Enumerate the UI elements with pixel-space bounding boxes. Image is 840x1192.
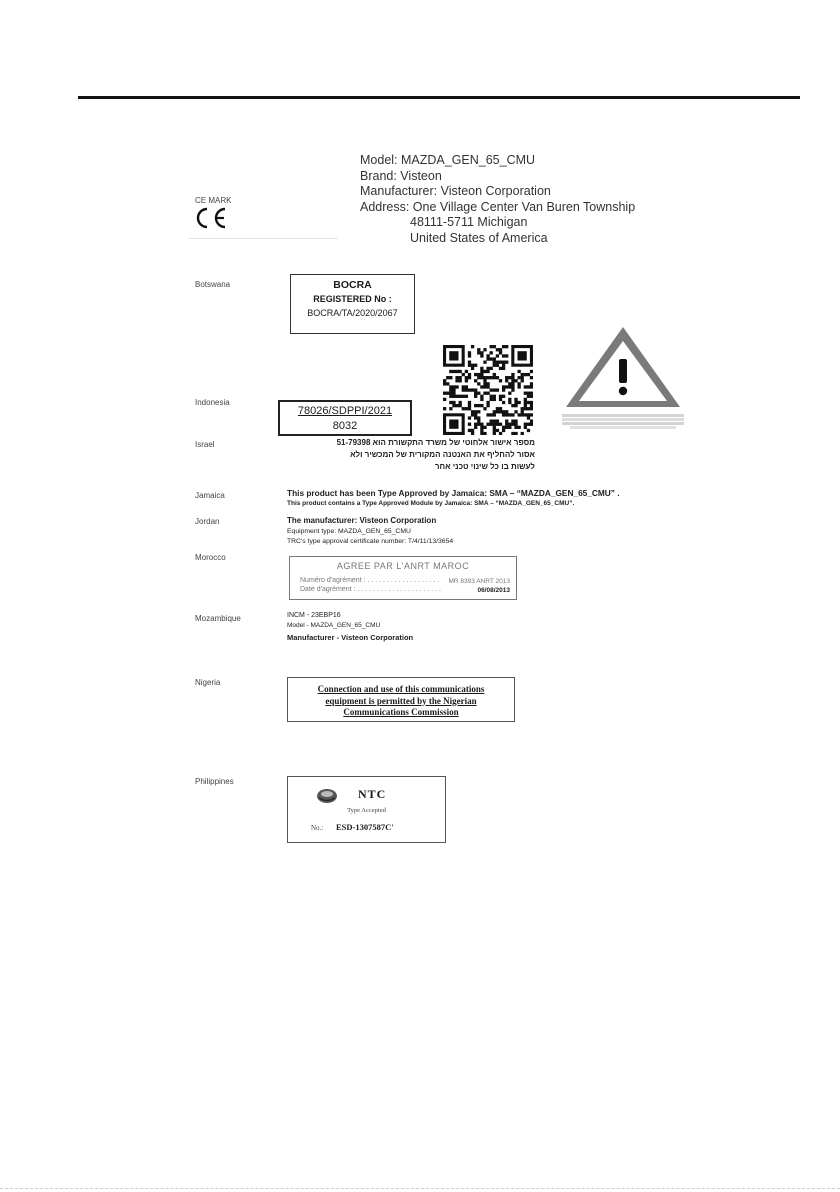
jamaica-line-2: This product contains a Type Approved Module by Jamaica: SMA – “MAZDA_GEN_65_CMU”.	[287, 500, 575, 507]
country-mozambique: Mozambique	[195, 614, 241, 623]
morocco-approval-box	[289, 556, 517, 600]
qr-code-icon	[443, 345, 533, 435]
warning-caption-smudge	[562, 413, 684, 430]
model-line: Model: MAZDA_GEN_65_CMU	[360, 153, 536, 167]
morocco-date-label: Date d'agrément : . . . . . . . . . . . . . . . . . . . . . .	[300, 586, 441, 593]
bocra-title: BOCRA	[333, 279, 372, 291]
address-line-2: 48111-5711 Michigan	[410, 215, 528, 229]
morocco-date-value: 06/08/2013	[477, 587, 510, 594]
address-line-3: United States of America	[410, 230, 548, 245]
brand-line: Brand: Visteon	[360, 168, 442, 183]
ntc-number-value: ESD-1307587C'	[336, 822, 394, 832]
nigeria-line-2: equipment is permitted by the Nigerian	[325, 695, 477, 706]
country-israel: Israel	[195, 440, 215, 449]
morocco-number-label: Numéro d'agrément : . . . . . . . . . . . . . . . . . . .	[300, 577, 440, 584]
ntc-emblem-icon	[316, 788, 338, 804]
nigeria-ncc-box	[287, 677, 515, 722]
indonesia-approval-box	[278, 400, 412, 436]
ntc-approval-box	[287, 776, 446, 843]
morocco-title: AGREE PAR L'ANRT MAROC	[336, 561, 470, 571]
bocra-registration-box	[290, 274, 415, 334]
jordan-equipment-type: Equipment type: MAZDA_GEN_65_CMU	[287, 528, 411, 535]
jordan-certificate: TRC's type approval certificate number: T/4/11/13/3654	[287, 538, 454, 545]
country-jamaica: Jamaica	[195, 491, 225, 500]
israel-line-3: לעשות בו כל שינוי טכני אחר	[434, 462, 535, 471]
jordan-manufacturer: The manufacturer: Visteon Corporation	[287, 516, 437, 525]
country-botswana: Botswana	[195, 280, 231, 289]
bottom-rule	[0, 1188, 840, 1189]
country-philippines: Philippines	[195, 777, 234, 786]
faded-divider	[188, 238, 338, 239]
country-morocco: Morocco	[195, 553, 226, 562]
manufacturer-line: Manufacturer: Visteon Corporation	[360, 184, 551, 198]
ce-mark-label: CE MARK	[195, 196, 232, 205]
mozambique-incm: INCM - 23EBP16	[287, 612, 341, 619]
nigeria-line-1: Connection and use of this communications	[317, 684, 485, 694]
country-jordan: Jordan	[195, 517, 220, 526]
israel-line-1: מספר אישור אלחוטי של משרד התקשורת הוא 51-79398	[336, 438, 535, 447]
top-rule	[78, 96, 800, 99]
mozambique-model: Model - MAZDA_GEN_65_CMU	[287, 622, 381, 629]
israel-approval-text	[336, 437, 535, 473]
ntc-title: NTC	[358, 787, 387, 801]
israel-line-2: אסור להחליף את האנטנה המקורית של המכשיר ולא	[350, 450, 535, 459]
country-indonesia: Indonesia	[195, 398, 230, 407]
warning-triangle-icon	[562, 323, 684, 411]
country-nigeria: Nigeria	[195, 678, 221, 687]
mozambique-manufacturer: Manufacturer - Visteon Corporation	[287, 633, 414, 642]
indonesia-cert-number: 78026/SDPPI/2021	[297, 405, 393, 417]
morocco-number-value: MR 8393 ANRT 2013	[448, 578, 510, 585]
address-line-1: Address: One Village Center Van Buren Township	[360, 199, 636, 214]
nigeria-line-3: Communications Commission	[343, 707, 459, 717]
ce-mark-logo	[192, 205, 238, 231]
bocra-registered-label: REGISTERED No :	[313, 294, 392, 304]
model-info-block	[360, 153, 635, 246]
ntc-number-label: No.:	[311, 824, 324, 832]
jamaica-line-1: This product has been Type Approved by Jamaica: SMA – “MAZDA_GEN_65_CMU” .	[287, 488, 620, 498]
indonesia-plg-id: 8032	[332, 419, 358, 432]
ntc-subtitle: Type Accepted	[347, 807, 386, 814]
bocra-number: BOCRA/TA/2020/2067	[307, 308, 398, 318]
